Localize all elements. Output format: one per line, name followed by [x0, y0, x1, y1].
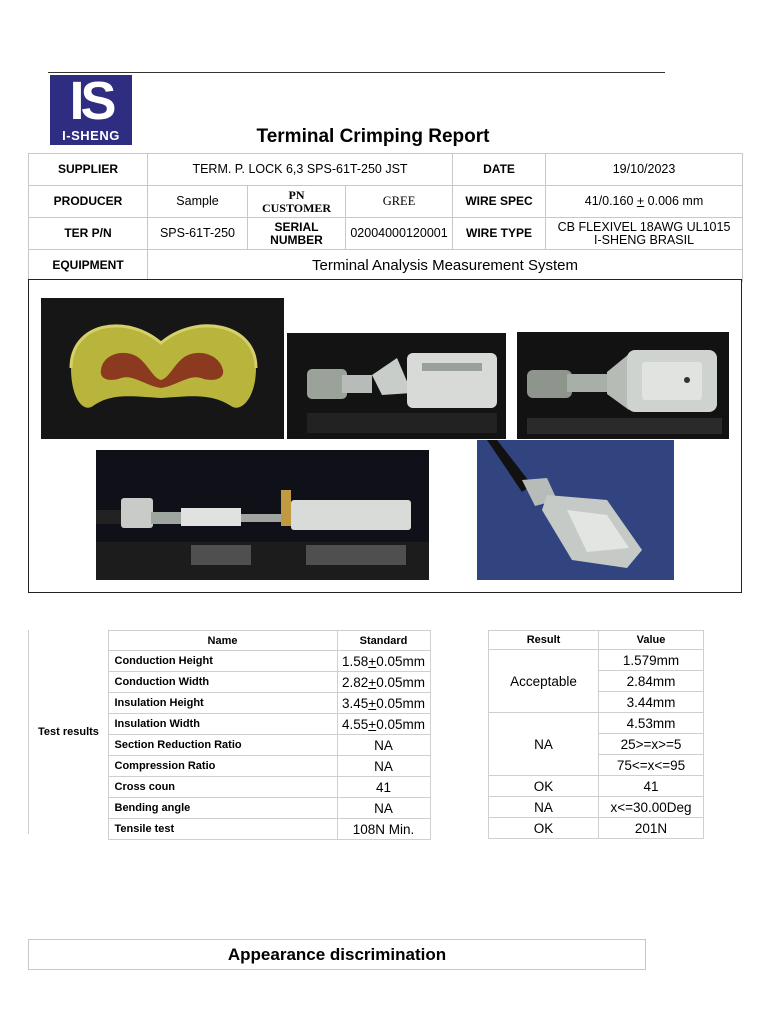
wire-spec-value-b: 0.006 mm [644, 194, 704, 208]
pn-customer-label-line2: CUSTOMER [261, 200, 332, 215]
test-standard: 1.58+0.05mm [337, 651, 430, 672]
logo-company-name: I-SHENG [62, 128, 120, 143]
result-value: 3.44mm [599, 692, 704, 713]
result-na: NA [489, 797, 599, 818]
wire-type-line1: CB FLEXIVEL 18AWG UL1015 [557, 219, 731, 234]
serial-label-line1: SERIAL [274, 219, 319, 234]
equipment-label: EQUIPMENT [29, 250, 148, 282]
result-value: 2.84mm [599, 671, 704, 692]
photo-panel [28, 279, 742, 593]
pn-customer-value: GREE [346, 186, 453, 218]
terminal-top-photo [517, 332, 729, 439]
test-standards-table [28, 630, 431, 840]
result-value: 1.579mm [599, 650, 704, 671]
test-name: Tensile test [108, 819, 337, 840]
report-title: Terminal Crimping Report [256, 126, 490, 147]
test-results-table [488, 630, 704, 839]
test-standard: NA [337, 735, 430, 756]
test-name: Conduction Height [108, 651, 337, 672]
company-logo [50, 71, 132, 145]
result-ok: OK [489, 776, 599, 797]
wire-spec-value [546, 186, 743, 218]
ter-pn-label: TER P/N [29, 218, 148, 250]
cross-section-photo [41, 298, 284, 439]
producer-label: PRODUCER [29, 186, 148, 218]
serial-number-label [248, 218, 346, 250]
terminal-side-image [287, 333, 506, 439]
header-rule [48, 72, 665, 73]
col-standard-header: Standard [337, 631, 430, 651]
result-value: x<=30.00Deg [599, 797, 704, 818]
test-name: Cross coun [108, 777, 337, 798]
spacer-cell [28, 631, 108, 651]
test-standard: 4.55+0.05mm [337, 714, 430, 735]
test-name: Section Reduction Ratio [108, 735, 337, 756]
test-name: Bending angle [108, 798, 337, 819]
result-na-group: NA [489, 713, 599, 776]
date-value: 19/10/2023 [546, 154, 743, 186]
terminal-side-photo [287, 333, 506, 439]
equipment-value: Terminal Analysis Measurement System [148, 250, 743, 282]
result-value: 4.53mm [599, 713, 704, 734]
test-standard: 3.45+0.05mm [337, 693, 430, 714]
terminal-angled-photo [477, 440, 674, 580]
result-value: 41 [599, 776, 704, 797]
test-standard: 108N Min. [337, 819, 430, 840]
test-standard: 2.82+0.05mm [337, 672, 430, 693]
date-label: DATE [453, 154, 546, 186]
supplier-value: TERM. P. LOCK 6,3 SPS-61T-250 JST [148, 154, 453, 186]
ter-pn-value: SPS-61T-250 [148, 218, 248, 250]
terminal-top-image [517, 332, 729, 439]
wire-spec-plusminus: + [636, 194, 645, 208]
col-result-header: Result [489, 631, 599, 650]
cross-section-image [41, 298, 284, 439]
test-name: Compression Ratio [108, 756, 337, 777]
wire-type-label: WIRE TYPE [453, 218, 546, 250]
result-value: 201N [599, 818, 704, 839]
col-name-header: Name [108, 631, 337, 651]
serial-number-value: 02004000120001 [346, 218, 453, 250]
appearance-section-title: Appearance discrimination [28, 939, 646, 970]
logo-mark: IS [69, 71, 113, 131]
test-results-label: Test results [38, 726, 99, 738]
pn-customer-label [248, 186, 346, 218]
test-name: Insulation Width [108, 714, 337, 735]
result-value: 75<=x<=95 [599, 755, 704, 776]
pn-customer-label-line1: PN [288, 187, 305, 202]
wire-spec-value-a: 41/0.160 [584, 194, 637, 208]
terminal-angled-image [477, 440, 674, 580]
wire-type-line2: I-SHENG BRASIL [594, 232, 695, 247]
test-standard: NA [337, 756, 430, 777]
wire-spec-label: WIRE SPEC [453, 186, 546, 218]
serial-label-line2: NUMBER [270, 232, 323, 247]
test-standard: NA [337, 798, 430, 819]
test-name: Conduction Width [108, 672, 337, 693]
col-value-header: Value [599, 631, 704, 650]
report-info-table [28, 153, 743, 282]
wire-type-value [546, 218, 743, 250]
terminal-profile-image [96, 450, 429, 580]
result-acceptable: Acceptable [489, 650, 599, 713]
test-standard: 41 [337, 777, 430, 798]
result-value: 25>=x>=5 [599, 734, 704, 755]
result-ok: OK [489, 818, 599, 839]
test-name: Insulation Height [108, 693, 337, 714]
supplier-label: SUPPLIER [29, 154, 148, 186]
producer-value: Sample [148, 186, 248, 218]
terminal-profile-photo [96, 450, 429, 580]
